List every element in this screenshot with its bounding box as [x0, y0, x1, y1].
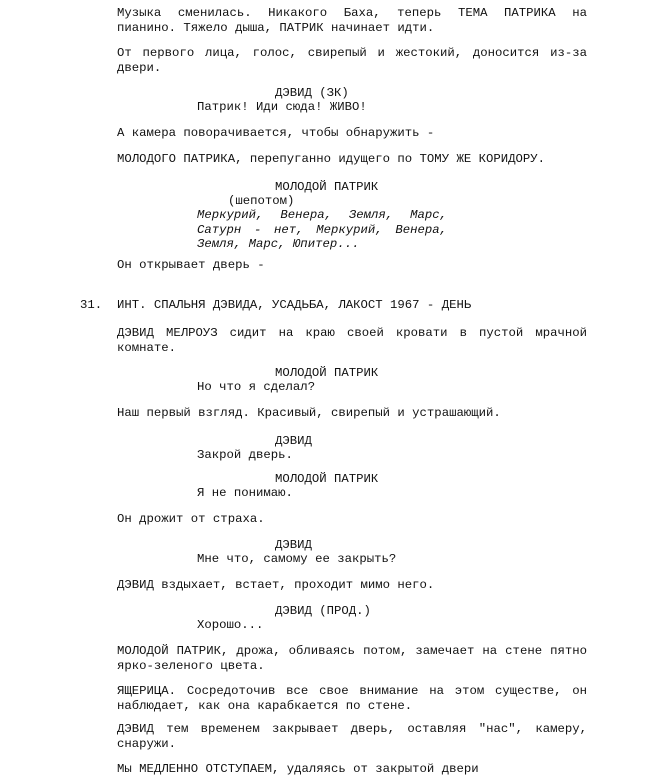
character-name: ДЭВИД (ПРОД.)	[275, 604, 371, 618]
dialogue-line: Я не понимаю.	[197, 486, 293, 500]
action-line: ДЭВИД вздыхает, встает, проходит мимо него.	[117, 578, 435, 592]
character-name: ДЭВИД (ЗК)	[275, 86, 349, 100]
scene-heading: ИНТ. СПАЛЬНЯ ДЭВИДА, УСАДЬБА, ЛАКОСТ 1967 - ДЕНЬ	[117, 298, 472, 312]
parenthetical: (шепотом)	[228, 194, 295, 208]
action-line: Наш первый взгляд. Красивый, свирепый и устрашающий.	[117, 406, 501, 420]
dialogue-line: Но что я сделал?	[197, 380, 316, 394]
character-name: МОЛОДОЙ ПАТРИК	[275, 366, 379, 380]
character-name: ДЭВИД	[275, 434, 312, 448]
action-line: ЯЩЕРИЦА. Сосредоточив все свое внимание на этом существе, он наблюдает, как она карабкается по стене.	[117, 684, 587, 713]
action-line: Он открывает дверь -	[117, 258, 265, 272]
action-line: МОЛОДОЙ ПАТРИК, дрожа, обливаясь потом, замечает на стене пятно ярко-зеленого цвета.	[117, 644, 587, 673]
character-name: МОЛОДОЙ ПАТРИК	[275, 180, 379, 194]
dialogue-line: Закрой дверь.	[197, 448, 293, 462]
action-line: Музыка сменилась. Никакого Баха, теперь ТЕМА ПАТРИКА на пианино. Тяжело дыша, ПАТРИК начинает идти.	[117, 6, 587, 35]
action-line: ДЭВИД МЕЛРОУЗ сидит на краю своей кровати в пустой мрачной комнате.	[117, 326, 587, 355]
action-line: ДЭВИД тем временем закрывает дверь, оставляя "нас", камеру, снаружи.	[117, 722, 587, 751]
character-name: МОЛОДОЙ ПАТРИК	[275, 472, 379, 486]
dialogue-line: Хорошо...	[197, 618, 264, 632]
action-line: Он дрожит от страха.	[117, 512, 265, 526]
dialogue-line: Патрик! Иди сюда! ЖИВО!	[197, 100, 367, 114]
character-name: ДЭВИД	[275, 538, 312, 552]
action-line: От первого лица, голос, свирепый и жестокий, доносится из-за двери.	[117, 46, 587, 75]
action-line: А камера поворачивается, чтобы обнаружить -	[117, 126, 435, 140]
dialogue-line: Меркурий, Венера, Земля, Марс, Сатурн - нет, Меркурий, Венера, Земля, Марс, Юпитер...	[197, 208, 447, 251]
action-line: МОЛОДОГО ПАТРИКА, перепуганно идущего по ТОМУ ЖЕ КОРИДОРУ.	[117, 152, 546, 166]
scene-number: 31.	[80, 298, 103, 312]
action-line: Мы МЕДЛЕННО ОТСТУПАЕМ, удаляясь от закрытой двери	[117, 762, 479, 776]
dialogue-line: Мне что, самому ее закрыть?	[197, 552, 397, 566]
